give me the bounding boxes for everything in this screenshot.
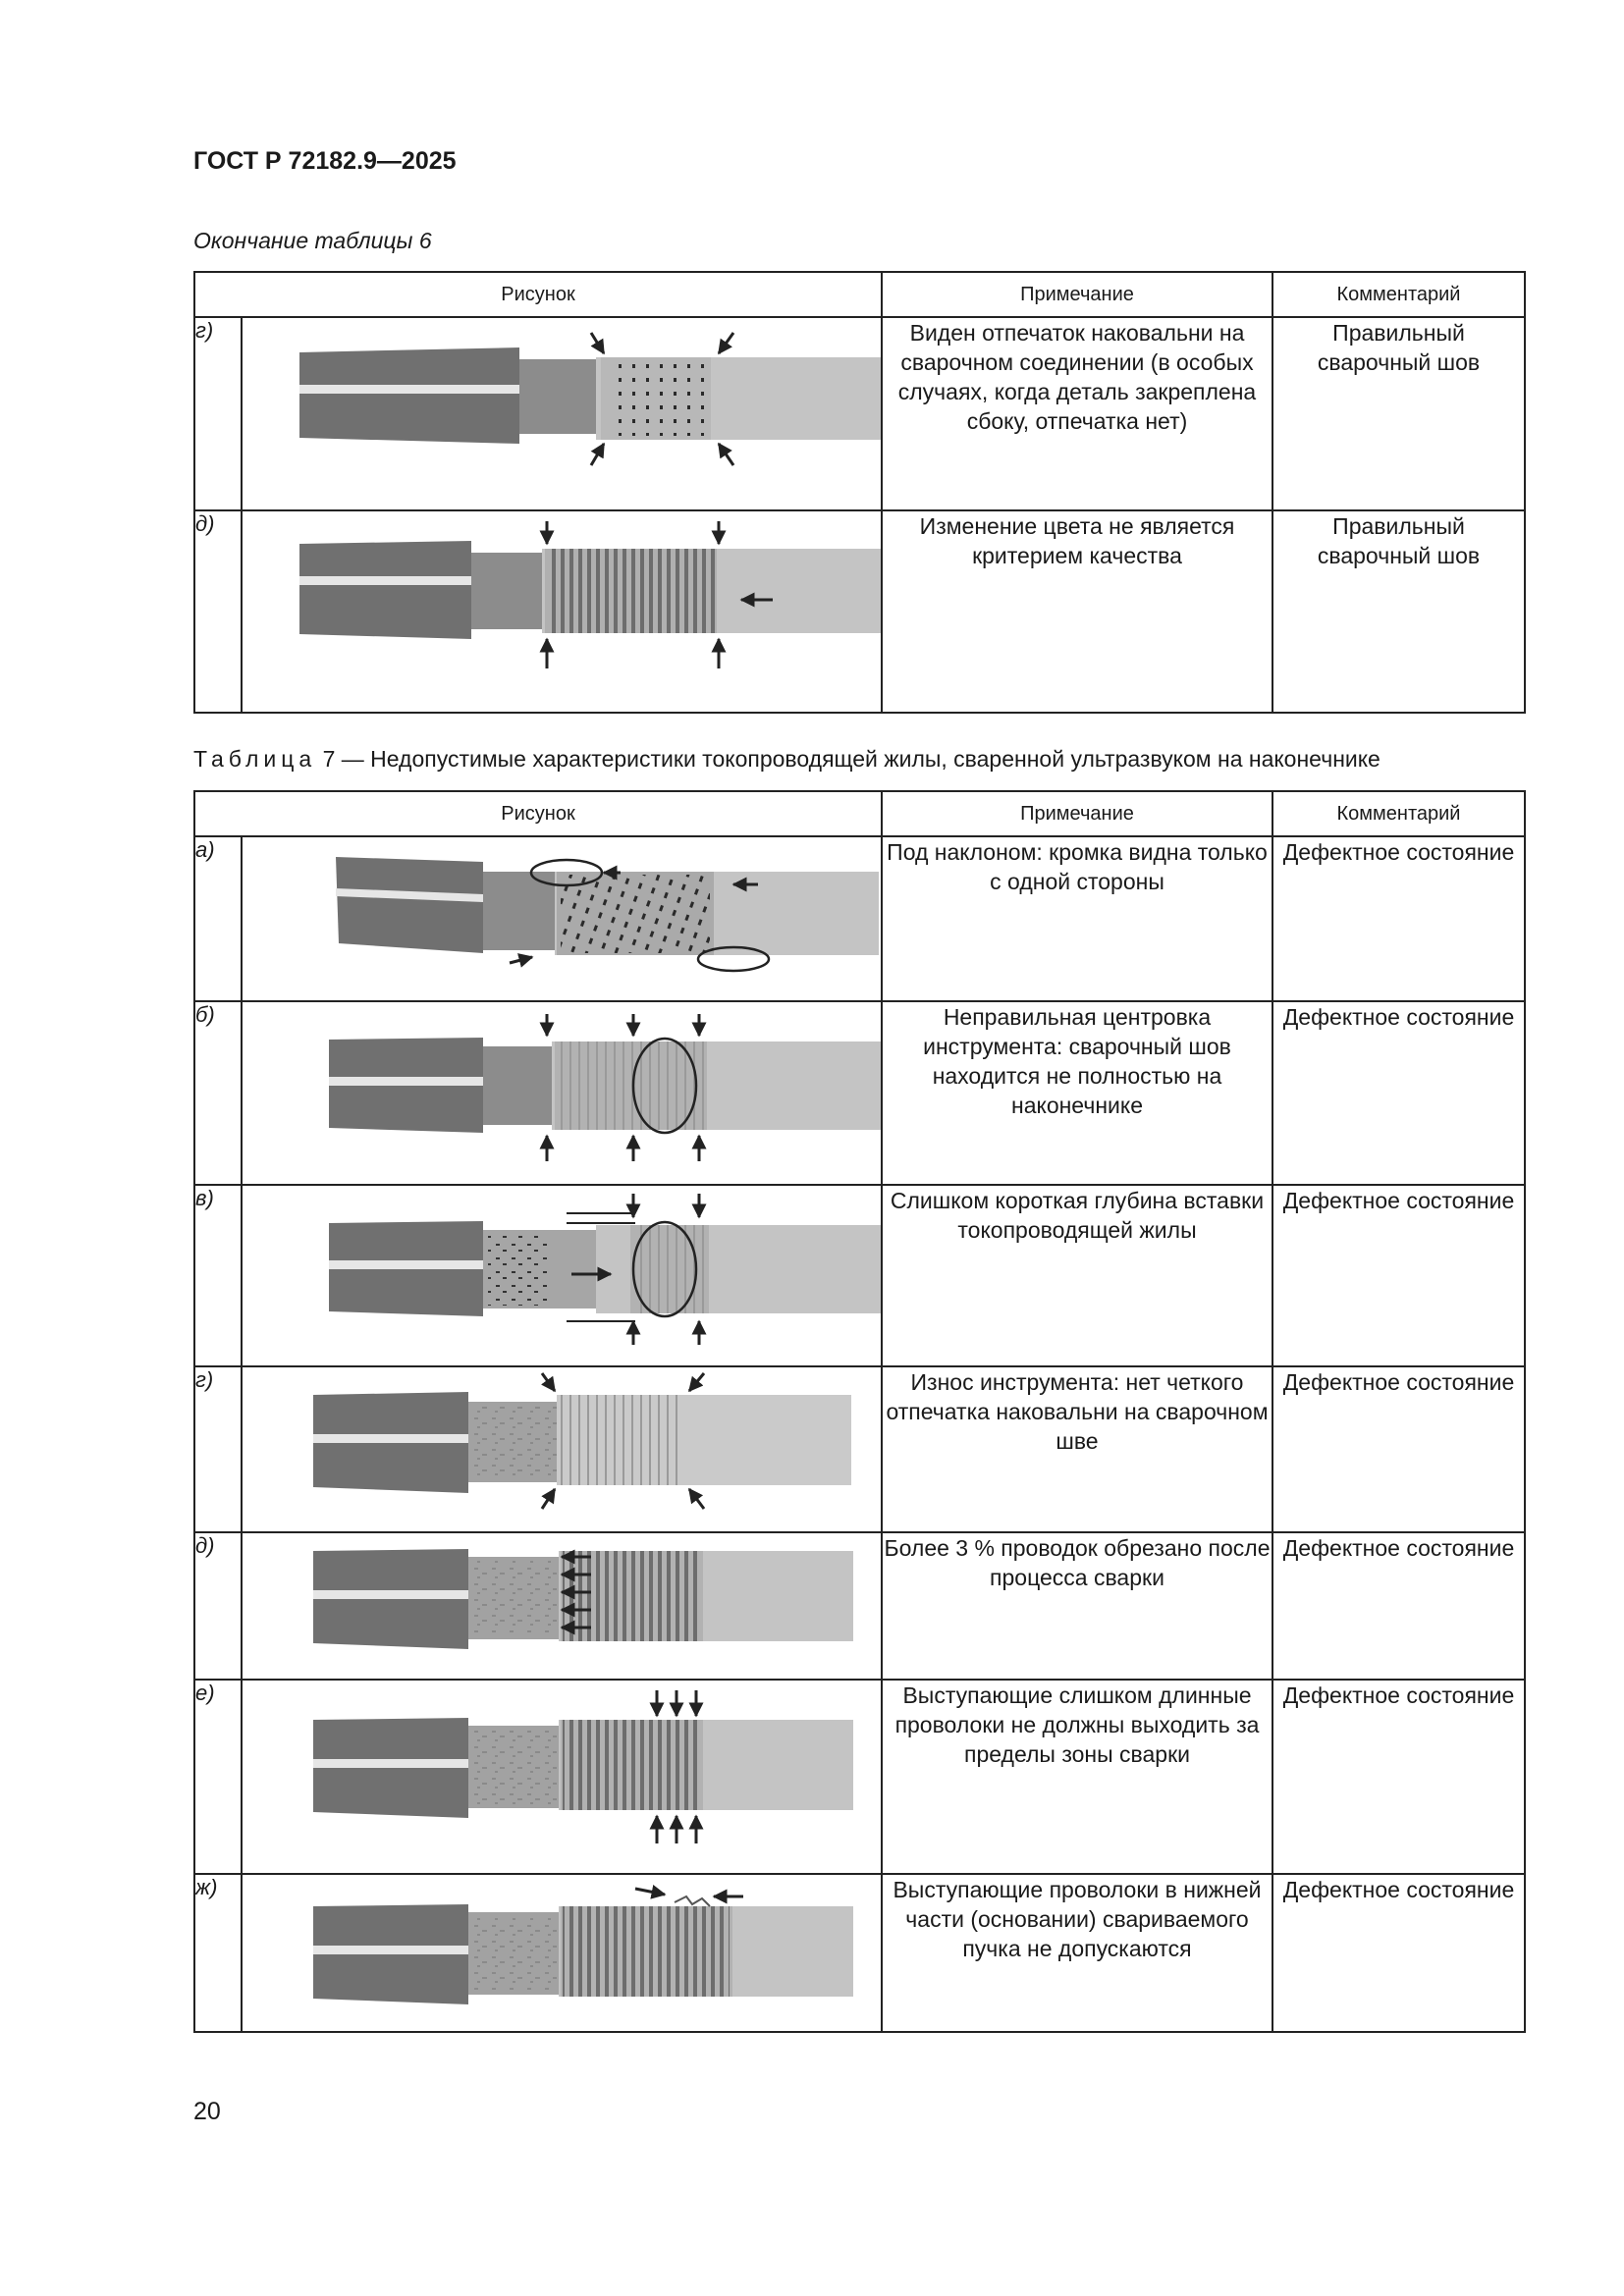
table7-caption-text: 7 — Недопустимые характеристики токопроводящей жилы, сваренной ультразвуком на наконечнике: [316, 746, 1380, 772]
table-7: [193, 790, 1526, 2033]
table-row: [194, 510, 1525, 713]
table7-caption-prefix: Таблица: [193, 746, 317, 772]
figure-cell: [242, 1680, 882, 1874]
comment-cell: Правильный сварочный шов: [1272, 317, 1525, 510]
note-cell: Выступающие проволоки в нижней части (основании) свариваемого пучка не допускаются: [882, 1874, 1272, 2032]
weld-figure-7b: [243, 1002, 881, 1184]
row-label: д): [194, 510, 242, 713]
row-label: б): [194, 1001, 242, 1185]
row-label: д): [194, 1532, 242, 1680]
comment-cell: Дефектное состояние: [1272, 1532, 1525, 1680]
figure-cell: [242, 1001, 882, 1185]
table-6: [193, 271, 1526, 714]
weld-figure-7g: [243, 1367, 881, 1531]
comment-cell: Дефектное состояние: [1272, 1001, 1525, 1185]
document-title: ГОСТ Р 72182.9—2025: [193, 147, 457, 175]
page-number: 20: [193, 2098, 221, 2125]
comment-cell: Правильный сварочный шов: [1272, 510, 1525, 713]
table6-header-row: [194, 272, 1525, 317]
row-label: г): [194, 1366, 242, 1532]
column-header-comment: Комментарий: [1272, 272, 1525, 317]
table7-caption: [193, 746, 1380, 773]
note-cell: Изменение цвета не является критерием качества: [882, 510, 1272, 713]
column-header-note: Примечание: [882, 272, 1272, 317]
figure-cell: [242, 510, 882, 713]
row-label: г): [194, 317, 242, 510]
weld-figure-7d: [243, 1533, 881, 1679]
table-row: [194, 836, 1525, 1001]
table-row: [194, 1874, 1525, 2032]
table-row: [194, 1001, 1525, 1185]
table-row: [194, 1366, 1525, 1532]
note-cell: Более 3 % проводок обрезано после процесса сварки: [882, 1532, 1272, 1680]
table-row: [194, 1532, 1525, 1680]
note-cell: Слишком короткая глубина вставки токопроводящей жилы: [882, 1185, 1272, 1366]
comment-cell: Дефектное состояние: [1272, 1874, 1525, 2032]
figure-cell: [242, 1874, 882, 2032]
figure-cell: [242, 317, 882, 510]
column-header-figure: Рисунок: [194, 791, 882, 836]
row-label: а): [194, 836, 242, 1001]
column-header-figure: Рисунок: [194, 272, 882, 317]
table6-caption: Окончание таблицы 6: [193, 228, 432, 253]
row-label: в): [194, 1185, 242, 1366]
weld-figure-6d: [243, 511, 881, 712]
table-row: [194, 317, 1525, 510]
figure-cell: [242, 836, 882, 1001]
comment-cell: Дефектное состояние: [1272, 836, 1525, 1001]
column-header-note: Примечание: [882, 791, 1272, 836]
note-cell: Виден отпечаток наковальни на сварочном соединении (в особых случаях, когда деталь закреплена сбоку, отпечатка нет): [882, 317, 1272, 510]
note-cell: Неправильная центровка инструмента: сварочный шов находится не полностью на наконечнике: [882, 1001, 1272, 1185]
weld-figure-7v: [243, 1186, 881, 1365]
weld-figure-7a: [243, 837, 881, 1000]
table-row: [194, 1680, 1525, 1874]
column-header-comment: Комментарий: [1272, 791, 1525, 836]
row-label: ж): [194, 1874, 242, 2032]
comment-cell: Дефектное состояние: [1272, 1185, 1525, 1366]
figure-cell: [242, 1366, 882, 1532]
note-cell: Под наклоном: кромка видна только с одной стороны: [882, 836, 1272, 1001]
table7-header-row: [194, 791, 1525, 836]
weld-figure-7e: [243, 1681, 881, 1873]
comment-cell: Дефектное состояние: [1272, 1366, 1525, 1532]
weld-figure-7zh: [243, 1875, 881, 2031]
figure-cell: [242, 1185, 882, 1366]
figure-cell: [242, 1532, 882, 1680]
note-cell: Выступающие слишком длинные проволоки не должны выходить за пределы зоны сварки: [882, 1680, 1272, 1874]
weld-figure-6g: [243, 318, 881, 509]
comment-cell: Дефектное состояние: [1272, 1680, 1525, 1874]
note-cell: Износ инструмента: нет четкого отпечатка наковальни на сварочном шве: [882, 1366, 1272, 1532]
table-row: [194, 1185, 1525, 1366]
row-label: е): [194, 1680, 242, 1874]
